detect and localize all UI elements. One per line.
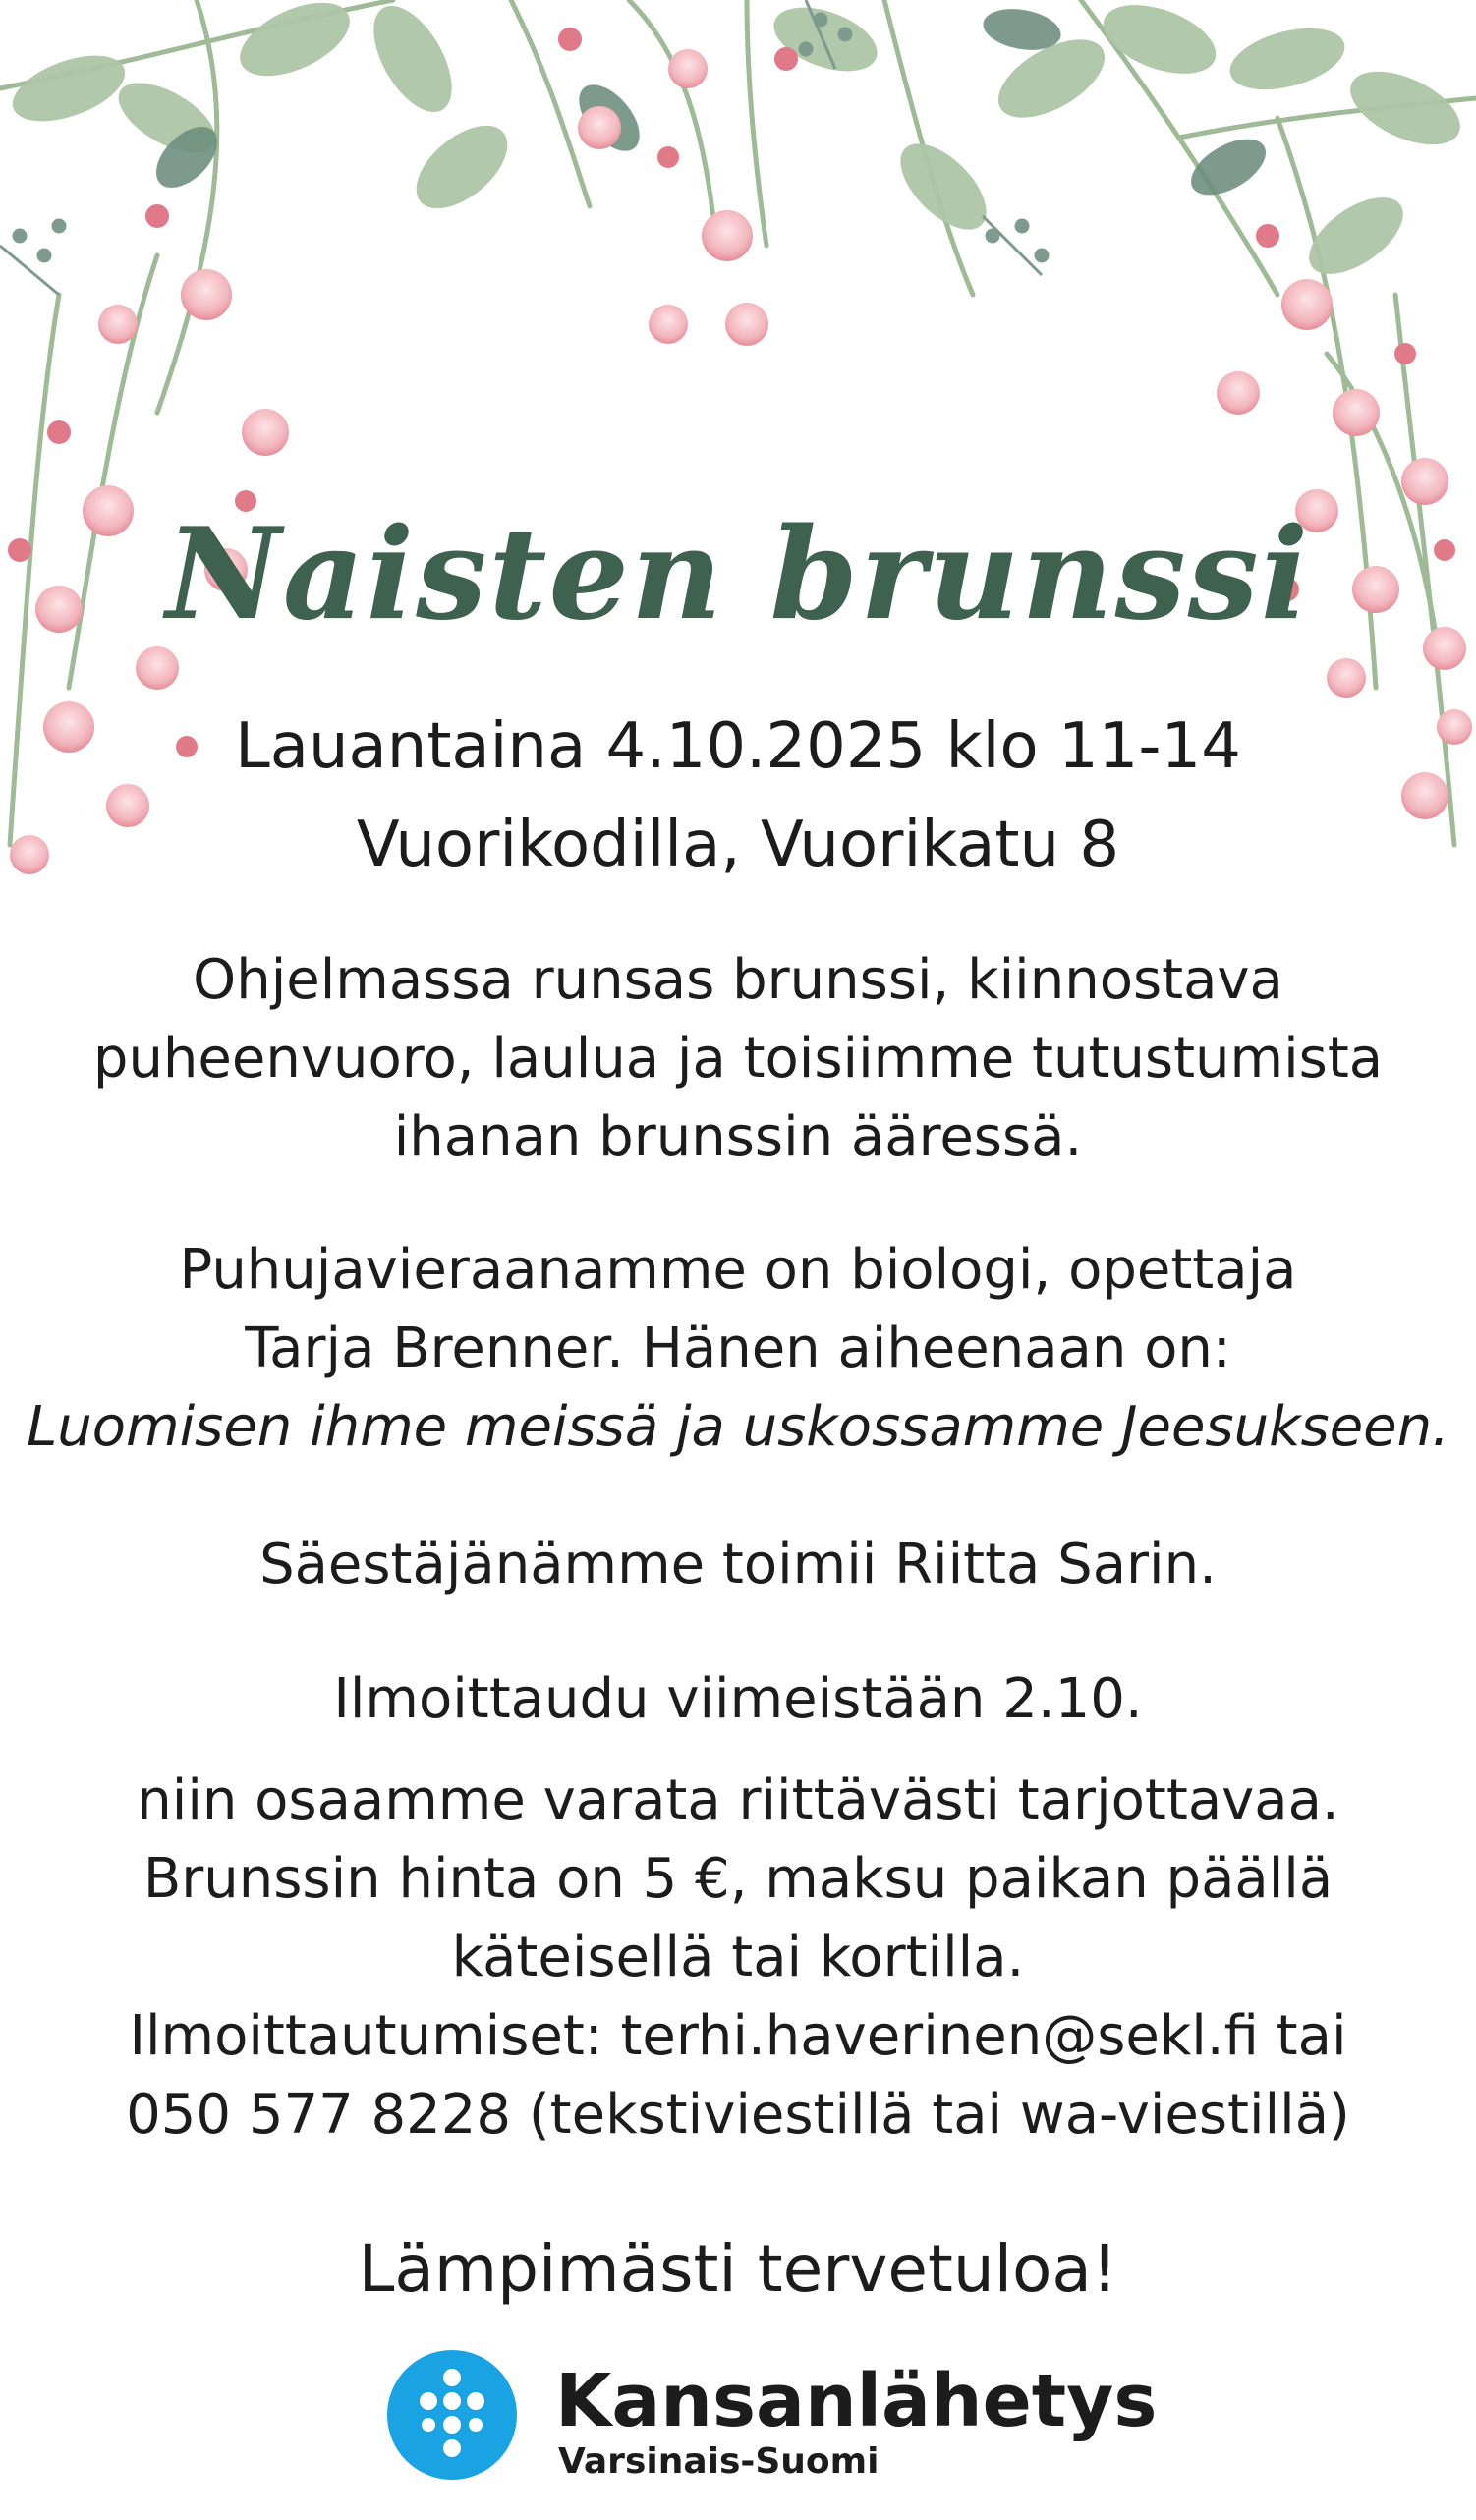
program-line-3: ihanan brunssin ääressä. [393, 1105, 1083, 1169]
info-line-5: 050 577 8228 (tekstiviestillä tai wa-viestillä) [126, 2083, 1350, 2147]
info-line-3: käteisellä tai kortilla. [451, 1926, 1025, 1989]
accompanist-line: Säestäjänämme toimii Riitta Sarin. [259, 1533, 1217, 1596]
registration-deadline: Ilmoittaudu viimeistään 2.10. [333, 1667, 1143, 1731]
poster-title: Naisten brunssi [165, 501, 1311, 648]
event-date: Lauantaina 4.10.2025 klo 11-14 [235, 710, 1241, 783]
info-line-2: Brunssin hinta on 5 €, maksu paikan päällä [142, 1847, 1334, 1911]
speaker-line-2: Tarja Brenner. Hänen aiheenaan on: [245, 1316, 1231, 1380]
logo-region: Varsinais-Suomi [558, 2441, 880, 2482]
info-line-4: Ilmoittautumiset: terhi.haverinen@sekl.fi tai [129, 2004, 1347, 2068]
logo-name: Kansanlähetys [555, 2359, 1158, 2443]
speaker-line-1: Puhujavieraanamme on biologi, opettaja [179, 1238, 1297, 1302]
program-line-1: Ohjelmassa runsas brunssi, kiinnostava [193, 948, 1283, 1012]
welcome-text: Lämpimästi tervetuloa! [358, 2231, 1118, 2307]
event-location: Vuorikodilla, Vuorikatu 8 [356, 809, 1120, 881]
program-line-2: puheenvuoro, laulua ja toisiimme tutustumista [92, 1027, 1384, 1091]
speaker-topic: Luomisen ihme meissä ja uskossamme Jeesukseen. [27, 1395, 1449, 1459]
cross-dots-logo-icon [385, 2348, 519, 2482]
info-line-1: niin osaamme varata riittävästi tarjottavaa. [137, 1768, 1339, 1832]
